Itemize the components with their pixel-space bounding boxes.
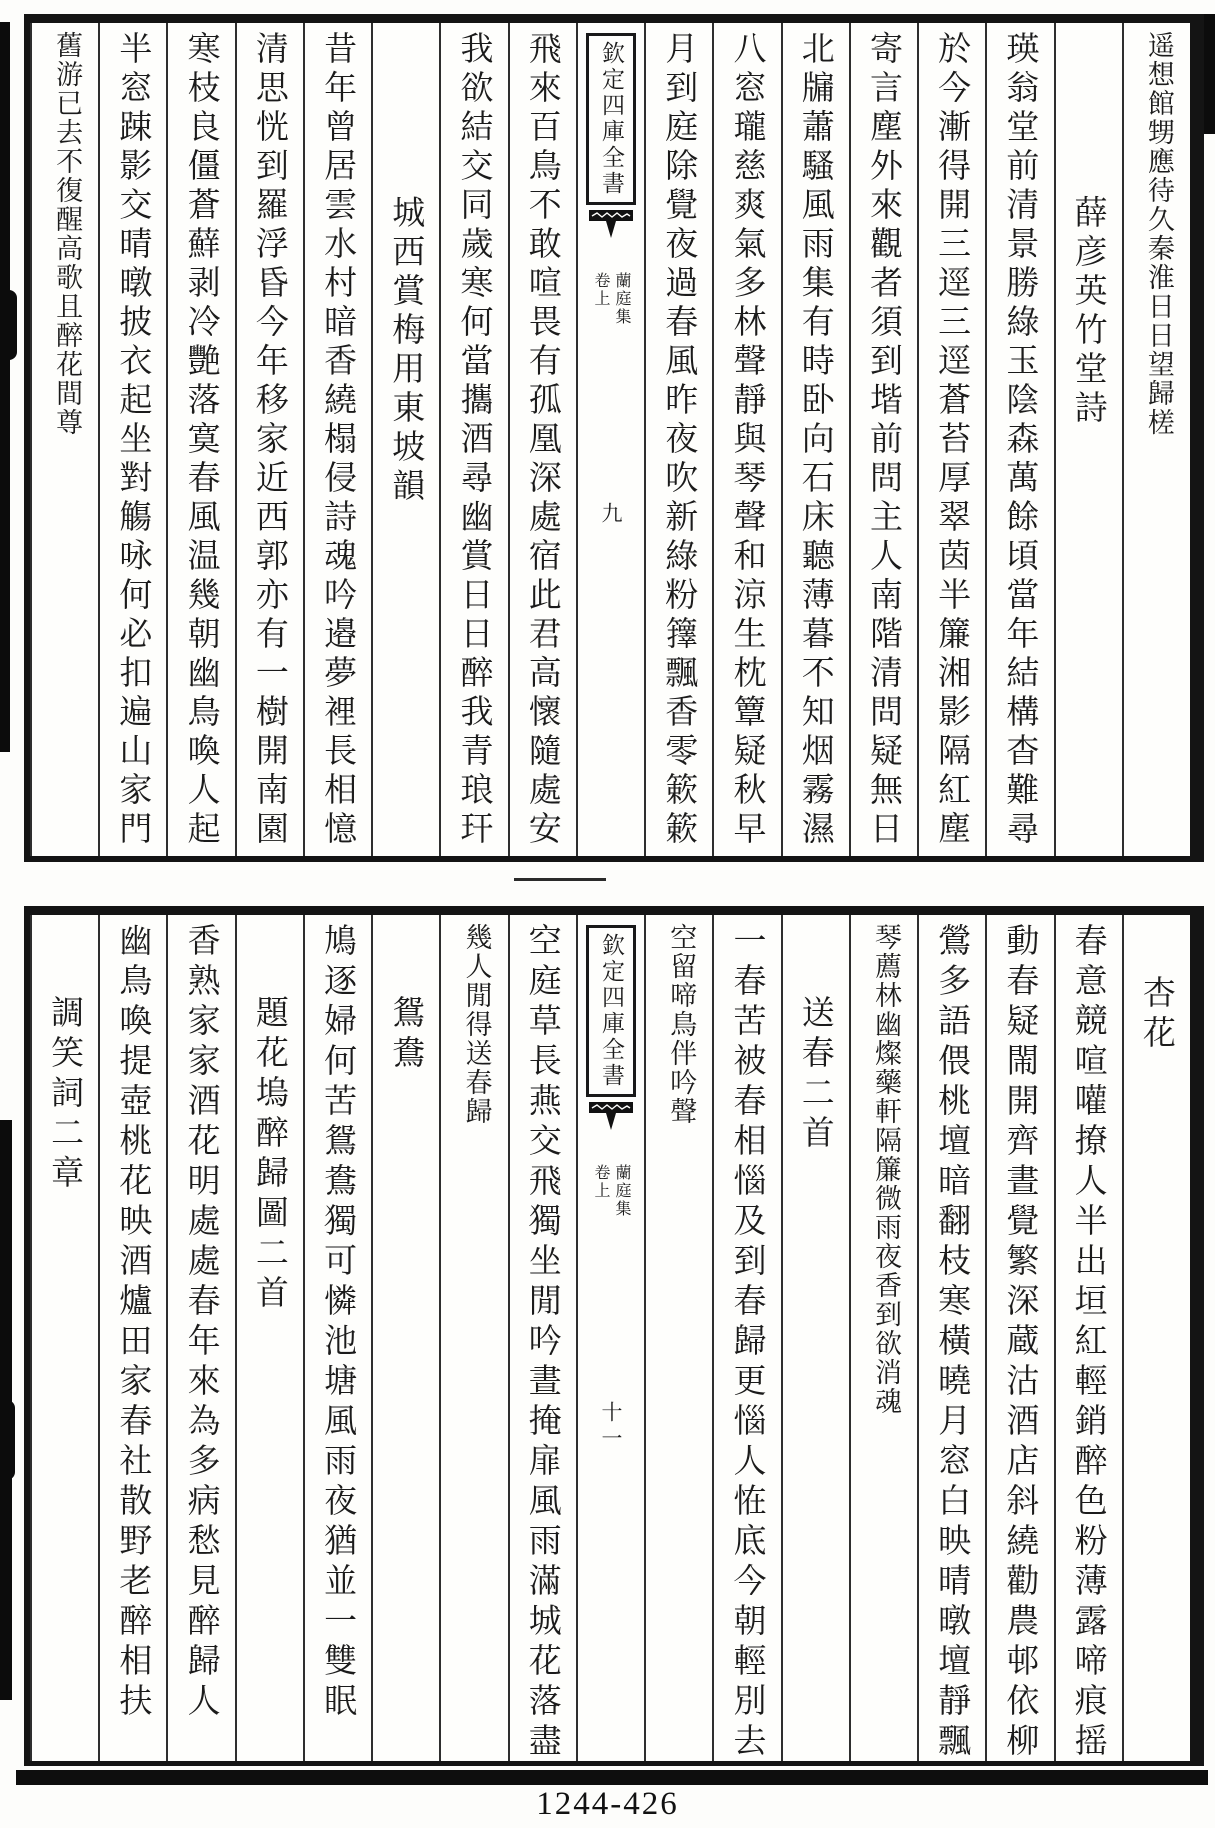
column-text: 清思恍到羅浮昏今年移家近西郭亦有一樹開南園 — [250, 31, 290, 850]
verse-column — [985, 23, 1053, 856]
scan-edge-artifact — [16, 1770, 1208, 1785]
verse-column — [166, 915, 234, 1761]
fishtail-ornament — [589, 210, 633, 240]
column-text: 城西賞梅用東坡韻 — [387, 195, 427, 507]
verse-column — [98, 915, 166, 1761]
verse-column — [98, 23, 166, 856]
verse-column — [712, 23, 780, 856]
column-text: 題花塢醉歸圖二首 — [250, 995, 290, 1315]
book-title: 欽定四庫全書 — [598, 933, 624, 1089]
poem-title-column — [781, 915, 849, 1761]
verse-column — [166, 23, 234, 856]
poem-title-column — [1122, 915, 1190, 1761]
folio-number: 九 — [599, 501, 623, 528]
column-text: 於今漸得開三逕三逕蒼苔厚翠茵半簾湘影隔紅塵 — [933, 31, 973, 850]
column-text: 鳩逐婦何苦鴛鴦獨可憐池塘風雨夜猶並一雙眠 — [319, 923, 359, 1723]
verse-column — [303, 915, 371, 1761]
column-text: 我欲結交同歲寒何當攜酒尋幽賞日日醉我青琅玕 — [455, 31, 495, 850]
fishtail-ornament — [589, 1102, 633, 1132]
column-text: 飛來百鳥不敢喧畏有孤凰深處宿此君高懷隨處安 — [523, 31, 563, 850]
verse-column — [508, 23, 576, 856]
column-text: 幽鳥喚提壺桃花映酒爐田家春社散野老醉相扶 — [114, 923, 154, 1723]
verse-column — [917, 915, 985, 1761]
work-title: 蘭庭集 — [613, 1164, 632, 1218]
upper-text-block — [24, 14, 1204, 862]
column-text: 薛彦英竹堂詩 — [1069, 195, 1109, 429]
column-text: 昔年曾居雲水村暗香繞榻侵詩魂吟邉夢裡長相憶 — [319, 31, 359, 850]
column-text: 八窓瓏慈爽氣多林聲靜與琴聲和涼生枕簟疑秋早 — [728, 31, 768, 850]
poem-title-column — [235, 915, 303, 1761]
poem-title-column — [371, 23, 439, 856]
poem-title-column — [30, 915, 98, 1761]
scan-edge-artifact — [1204, 14, 1215, 134]
column-text: 香熟家家酒花明處處春年來為多病愁見醉歸人 — [182, 923, 222, 1723]
column-text: 瑛翁堂前清景勝綠玉陰森萬餘頃當年結構杳難尋 — [1001, 31, 1041, 850]
column-text: 空留啼鳥伴吟聲 — [665, 923, 697, 1126]
verse-column — [508, 915, 576, 1761]
verse-column — [439, 23, 507, 856]
verse-column — [849, 23, 917, 856]
column-grid — [30, 23, 1190, 856]
verse-column — [235, 23, 303, 856]
column-text: 送春二首 — [796, 995, 836, 1155]
reprint-page-number: 1244-426 — [536, 1786, 679, 1822]
juan-label: 卷上 — [592, 1164, 611, 1200]
juan-label: 卷上 — [592, 272, 611, 308]
column-text: 半窓踈影交晴暾披衣起坐對觴咏何必扣遍山家門 — [114, 31, 154, 850]
work-title: 蘭庭集 — [613, 272, 632, 326]
verse-column — [644, 915, 712, 1761]
verse-column — [1122, 23, 1190, 856]
column-text: 空庭草長燕交飛獨坐閒吟晝掩扉風雨滿城花落盡 — [523, 923, 563, 1763]
verse-column — [985, 915, 1053, 1761]
verse-column — [644, 23, 712, 856]
column-text: 寄言塵外來觀者須到堦前問主人南階清問疑無日 — [864, 31, 904, 850]
verse-column — [917, 23, 985, 856]
column-text: 一春苦被春相惱及到春歸更惱人恠底今朝輕別去 — [728, 923, 768, 1763]
poem-title-column — [371, 915, 439, 1761]
column-text: 調笑詞二章 — [46, 995, 86, 1195]
work-and-juan-label — [589, 272, 633, 350]
folio-number: 十一 — [599, 1401, 623, 1454]
scan-edge-artifact — [0, 1400, 15, 1480]
column-grid — [30, 915, 1190, 1761]
column-text: 舊游已去不復醒高歌且醉花間尊 — [51, 31, 83, 437]
column-text: 杏花 — [1137, 975, 1177, 1055]
siku-title-box — [586, 33, 636, 205]
column-text: 月到庭除覺夜過春風昨夜吹新綠粉籜飄香零簌簌 — [660, 31, 700, 850]
verse-column — [712, 915, 780, 1761]
verse-column — [781, 23, 849, 856]
scan-edge-artifact — [0, 290, 17, 360]
column-text: 鴛鴦 — [387, 995, 427, 1075]
verse-column — [30, 23, 98, 856]
verse-column — [1054, 915, 1122, 1761]
verse-column — [303, 23, 371, 856]
verse-column — [849, 915, 917, 1761]
work-and-juan-label — [589, 1164, 633, 1242]
column-text: 琴薦林幽燦藥軒隔簾微雨夜香到欲消魂 — [869, 923, 901, 1416]
scan-edge-artifact — [0, 22, 10, 752]
column-text: 動春疑閙開齊晝覺繁深蔵沽酒店斜繞勸農邨依柳 — [1001, 923, 1041, 1763]
lower-text-block — [24, 906, 1204, 1766]
column-text: 幾人閒得送春歸 — [460, 923, 492, 1126]
column-text: 春意競喧嚾撩人半出垣紅輕銷醉色粉薄露啼痕摇 — [1069, 923, 1109, 1763]
column-text: 鶯多語偎桃壇暗翻枝寒橫曉月窓白映晴暾壇靜飄 — [933, 923, 973, 1763]
column-text: 北牖蕭騷風雨集有時卧向石床聽薄暮不知烟霧濕 — [796, 31, 836, 850]
verse-column — [439, 915, 507, 1761]
siku-title-box — [586, 925, 636, 1097]
column-text: 遥想館甥應待久秦淮日日望歸槎 — [1142, 31, 1174, 437]
poem-title-column — [1054, 23, 1122, 856]
center-column — [576, 915, 644, 1761]
center-column — [576, 23, 644, 856]
book-title: 欽定四庫全書 — [598, 41, 624, 197]
column-text: 寒枝良僵蒼蘚剥冷艷落寞春風温幾朝幽鳥喚人起 — [182, 31, 222, 850]
fold-mark — [514, 878, 606, 881]
